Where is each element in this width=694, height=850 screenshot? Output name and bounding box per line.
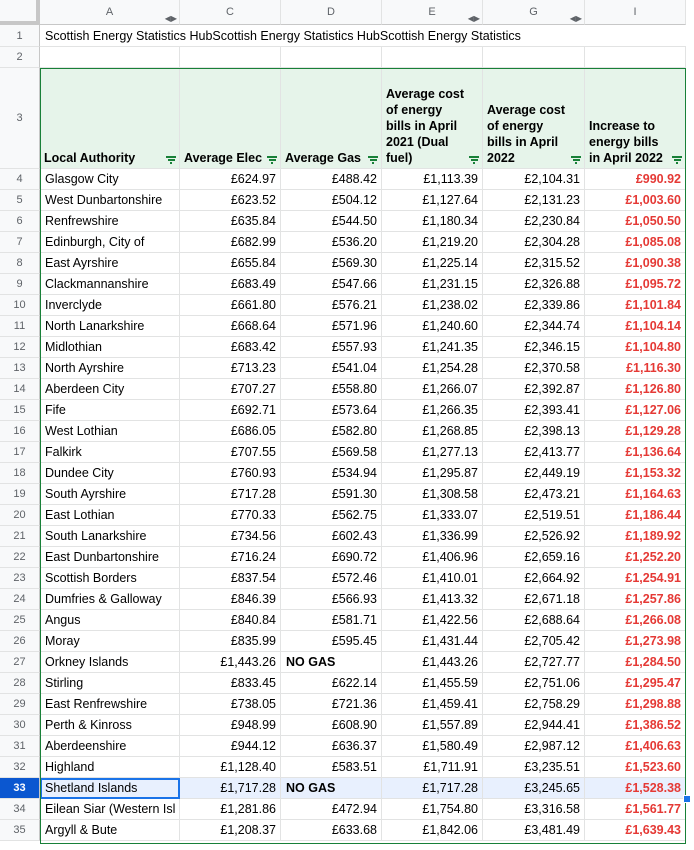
average-elec-cell[interactable]: £1,717.28: [180, 778, 281, 799]
table-row: [0, 463, 694, 484]
local-authority-cell[interactable]: Argyll & Bute: [40, 820, 180, 841]
cost-2022-cell[interactable]: £2,393.41: [483, 400, 585, 421]
row-number[interactable]: 14: [0, 379, 40, 400]
filter-icon[interactable]: [672, 156, 682, 164]
increase-cell[interactable]: £1,252.20: [585, 547, 686, 568]
cost-2021-cell[interactable]: £1,225.14: [382, 253, 483, 274]
average-gas-cell[interactable]: £591.30: [281, 484, 382, 505]
row-number[interactable]: 34: [0, 799, 40, 820]
table-row: [0, 442, 694, 463]
cost-2022-cell[interactable]: £2,326.88: [483, 274, 585, 295]
table-row: [0, 652, 694, 673]
cost-2022-cell[interactable]: £2,944.41: [483, 715, 585, 736]
cost-2022-cell[interactable]: £2,370.58: [483, 358, 585, 379]
increase-cell[interactable]: £1,528.38: [585, 778, 686, 799]
local-authority-cell[interactable]: Midlothian: [40, 337, 180, 358]
local-authority-cell[interactable]: West Lothian: [40, 421, 180, 442]
header-average-gas[interactable]: Average Gas: [281, 68, 382, 169]
row-number[interactable]: 22: [0, 547, 40, 568]
local-authority-cell[interactable]: North Ayrshire: [40, 358, 180, 379]
average-elec-cell[interactable]: £623.52: [180, 190, 281, 211]
row-number[interactable]: 6: [0, 211, 40, 232]
empty-row: [0, 47, 694, 68]
column-header-e[interactable]: E ◀▶: [382, 0, 483, 25]
row-number[interactable]: 4: [0, 169, 40, 190]
table-row: [0, 820, 694, 841]
row-number[interactable]: 30: [0, 715, 40, 736]
cost-2021-cell[interactable]: £1,268.85: [382, 421, 483, 442]
average-gas-cell[interactable]: £595.45: [281, 631, 382, 652]
cost-2022-cell[interactable]: £2,987.12: [483, 736, 585, 757]
increase-cell[interactable]: £1,295.47: [585, 673, 686, 694]
row-number[interactable]: 18: [0, 463, 40, 484]
average-elec-cell[interactable]: £655.84: [180, 253, 281, 274]
average-gas-cell[interactable]: £581.71: [281, 610, 382, 631]
row-number[interactable]: 8: [0, 253, 40, 274]
row-number[interactable]: 19: [0, 484, 40, 505]
column-header-g[interactable]: G ◀▶: [483, 0, 585, 25]
table-row: [0, 190, 694, 211]
increase-cell[interactable]: £1,090.38: [585, 253, 686, 274]
row-number[interactable]: 21: [0, 526, 40, 547]
local-authority-cell[interactable]: Edinburgh, City of: [40, 232, 180, 253]
row-number[interactable]: 3: [0, 68, 40, 169]
cost-2022-cell[interactable]: £2,230.84: [483, 211, 585, 232]
average-elec-cell[interactable]: £738.05: [180, 694, 281, 715]
increase-cell[interactable]: £1,254.91: [585, 568, 686, 589]
local-authority-cell[interactable]: East Dunbartonshire: [40, 547, 180, 568]
title-row: [0, 25, 694, 47]
average-gas-cell[interactable]: £571.96: [281, 316, 382, 337]
increase-cell[interactable]: £1,406.63: [585, 736, 686, 757]
local-authority-cell[interactable]: North Lanarkshire: [40, 316, 180, 337]
cost-2022-cell[interactable]: £2,519.51: [483, 505, 585, 526]
row-number[interactable]: 10: [0, 295, 40, 316]
increase-cell[interactable]: £1,164.63: [585, 484, 686, 505]
average-elec-cell[interactable]: £833.45: [180, 673, 281, 694]
average-gas-cell[interactable]: £576.21: [281, 295, 382, 316]
cost-2021-cell[interactable]: £1,406.96: [382, 547, 483, 568]
table-row: [0, 799, 694, 820]
average-elec-cell[interactable]: £846.39: [180, 589, 281, 610]
row-number[interactable]: 28: [0, 673, 40, 694]
average-elec-cell[interactable]: £707.55: [180, 442, 281, 463]
local-authority-cell[interactable]: South Ayrshire: [40, 484, 180, 505]
header-cost-2022[interactable]: Average cost of energy bills in April 2022: [483, 68, 585, 169]
average-gas-cell[interactable]: £557.93: [281, 337, 382, 358]
average-gas-cell[interactable]: NO GAS: [281, 652, 382, 673]
average-gas-cell[interactable]: £636.37: [281, 736, 382, 757]
cost-2021-cell[interactable]: £1,443.26: [382, 652, 483, 673]
cost-2022-cell[interactable]: £2,449.19: [483, 463, 585, 484]
row-number[interactable]: 7: [0, 232, 40, 253]
local-authority-cell[interactable]: Perth & Kinross: [40, 715, 180, 736]
average-elec-cell[interactable]: £668.64: [180, 316, 281, 337]
table-row: [0, 379, 694, 400]
table-row: [0, 358, 694, 379]
local-authority-cell[interactable]: South Lanarkshire: [40, 526, 180, 547]
average-gas-cell[interactable]: £534.94: [281, 463, 382, 484]
table-row: [0, 715, 694, 736]
cost-2021-cell[interactable]: £1,410.01: [382, 568, 483, 589]
cost-2021-cell[interactable]: £1,333.07: [382, 505, 483, 526]
column-header-a[interactable]: A ◀▶: [40, 0, 180, 25]
local-authority-cell[interactable]: Falkirk: [40, 442, 180, 463]
average-elec-cell[interactable]: £661.80: [180, 295, 281, 316]
table-row: [0, 757, 694, 778]
cost-2022-cell[interactable]: £2,413.77: [483, 442, 585, 463]
local-authority-cell[interactable]: Shetland Islands: [40, 778, 180, 799]
table-header-row: [0, 68, 694, 169]
cost-2021-cell[interactable]: £1,219.20: [382, 232, 483, 253]
header-average-elec[interactable]: Average Elec: [180, 68, 281, 169]
average-elec-cell[interactable]: £635.84: [180, 211, 281, 232]
average-elec-cell[interactable]: £1,128.40: [180, 757, 281, 778]
cost-2022-cell[interactable]: £2,526.92: [483, 526, 585, 547]
cost-2022-cell[interactable]: £2,131.23: [483, 190, 585, 211]
cost-2021-cell[interactable]: £1,413.32: [382, 589, 483, 610]
local-authority-cell[interactable]: Fife: [40, 400, 180, 421]
header-local-authority[interactable]: Local Authority: [40, 68, 180, 169]
average-elec-cell[interactable]: £840.84: [180, 610, 281, 631]
average-elec-cell[interactable]: £624.97: [180, 169, 281, 190]
average-elec-cell[interactable]: £716.24: [180, 547, 281, 568]
cost-2021-cell[interactable]: £1,231.15: [382, 274, 483, 295]
row-number[interactable]: 13: [0, 358, 40, 379]
increase-cell[interactable]: £1,153.32: [585, 463, 686, 484]
cost-2021-cell[interactable]: £1,113.39: [382, 169, 483, 190]
header-cost-2021[interactable]: Average cost of energy bills in April 2021 (Dual fuel): [382, 68, 483, 169]
cost-2022-cell[interactable]: £3,481.49: [483, 820, 585, 841]
row-number[interactable]: 32: [0, 757, 40, 778]
row-number[interactable]: 27: [0, 652, 40, 673]
cost-2021-cell[interactable]: £1,240.60: [382, 316, 483, 337]
local-authority-cell[interactable]: Angus: [40, 610, 180, 631]
cost-2022-cell[interactable]: £2,659.16: [483, 547, 585, 568]
local-authority-cell[interactable]: West Dunbartonshire: [40, 190, 180, 211]
local-authority-cell[interactable]: Aberdeen City: [40, 379, 180, 400]
cell[interactable]: [483, 47, 585, 68]
increase-cell[interactable]: £1,523.60: [585, 757, 686, 778]
cost-2022-cell[interactable]: £3,316.58: [483, 799, 585, 820]
row-number[interactable]: 16: [0, 421, 40, 442]
cost-2021-cell[interactable]: £1,241.35: [382, 337, 483, 358]
cost-2022-cell[interactable]: £2,339.86: [483, 295, 585, 316]
average-elec-cell[interactable]: £948.99: [180, 715, 281, 736]
cost-2022-cell[interactable]: £2,751.06: [483, 673, 585, 694]
table-row: [0, 274, 694, 295]
average-gas-cell[interactable]: £572.46: [281, 568, 382, 589]
average-gas-cell[interactable]: £573.64: [281, 400, 382, 421]
local-authority-cell[interactable]: East Ayrshire: [40, 253, 180, 274]
table-row: [0, 232, 694, 253]
row-number[interactable]: 2: [0, 47, 40, 68]
cost-2022-cell[interactable]: £2,392.87: [483, 379, 585, 400]
increase-cell[interactable]: £1,104.80: [585, 337, 686, 358]
local-authority-cell[interactable]: Orkney Islands: [40, 652, 180, 673]
local-authority-cell[interactable]: Aberdeenshire: [40, 736, 180, 757]
cost-2022-cell[interactable]: £3,235.51: [483, 757, 585, 778]
row-number[interactable]: 20: [0, 505, 40, 526]
average-elec-cell[interactable]: £686.05: [180, 421, 281, 442]
average-gas-cell[interactable]: £690.72: [281, 547, 382, 568]
increase-cell[interactable]: £1,273.98: [585, 631, 686, 652]
average-gas-cell[interactable]: £558.80: [281, 379, 382, 400]
column-header-i[interactable]: I: [585, 0, 686, 25]
filter-icon[interactable]: [469, 156, 479, 164]
local-authority-cell[interactable]: Dumfries & Galloway: [40, 589, 180, 610]
cost-2022-cell[interactable]: £2,473.21: [483, 484, 585, 505]
increase-cell[interactable]: £1,136.64: [585, 442, 686, 463]
cost-2022-cell[interactable]: £2,671.18: [483, 589, 585, 610]
row-number[interactable]: 33: [0, 778, 40, 799]
title-cell[interactable]: Scottish Energy Statistics HubScottish Energy Statistics HubScottish Energy Statistics: [40, 25, 686, 47]
increase-cell[interactable]: £1,126.80: [585, 379, 686, 400]
increase-cell[interactable]: £1,386.52: [585, 715, 686, 736]
cell[interactable]: [382, 47, 483, 68]
average-gas-cell[interactable]: £583.51: [281, 757, 382, 778]
increase-cell[interactable]: £990.92: [585, 169, 686, 190]
increase-cell[interactable]: £1,257.86: [585, 589, 686, 610]
average-elec-cell[interactable]: £1,281.86: [180, 799, 281, 820]
cost-2022-cell[interactable]: £2,398.13: [483, 421, 585, 442]
average-gas-cell[interactable]: £622.14: [281, 673, 382, 694]
cost-2021-cell[interactable]: £1,431.44: [382, 631, 483, 652]
cost-2022-cell[interactable]: £2,315.52: [483, 253, 585, 274]
local-authority-cell[interactable]: Renfrewshire: [40, 211, 180, 232]
expand-hidden-columns-icon[interactable]: ◀▶: [467, 14, 480, 23]
cost-2022-cell[interactable]: £2,104.31: [483, 169, 585, 190]
increase-cell[interactable]: £1,129.28: [585, 421, 686, 442]
table-row: [0, 610, 694, 631]
row-number[interactable]: 25: [0, 610, 40, 631]
select-all-corner[interactable]: [0, 0, 40, 25]
increase-cell[interactable]: £1,266.08: [585, 610, 686, 631]
increase-cell[interactable]: £1,085.08: [585, 232, 686, 253]
table-row: [0, 694, 694, 715]
row-number[interactable]: 26: [0, 631, 40, 652]
average-gas-cell[interactable]: £721.36: [281, 694, 382, 715]
row-number[interactable]: 31: [0, 736, 40, 757]
average-gas-cell[interactable]: £608.90: [281, 715, 382, 736]
table-row: [0, 526, 694, 547]
row-number[interactable]: 1: [0, 25, 40, 47]
table-row: [0, 337, 694, 358]
column-header-row: [0, 0, 694, 25]
cell[interactable]: [180, 47, 281, 68]
average-gas-cell[interactable]: £569.58: [281, 442, 382, 463]
local-authority-cell[interactable]: Glasgow City: [40, 169, 180, 190]
table-row: [0, 484, 694, 505]
cost-2022-cell[interactable]: £2,688.64: [483, 610, 585, 631]
average-elec-cell[interactable]: £683.42: [180, 337, 281, 358]
average-elec-cell[interactable]: £713.23: [180, 358, 281, 379]
average-gas-cell[interactable]: £544.50: [281, 211, 382, 232]
table-row: [0, 568, 694, 589]
increase-cell[interactable]: £1,104.14: [585, 316, 686, 337]
local-authority-cell[interactable]: Inverclyde: [40, 295, 180, 316]
filter-icon[interactable]: [571, 156, 581, 164]
increase-cell[interactable]: £1,101.84: [585, 295, 686, 316]
cost-2021-cell[interactable]: £1,295.87: [382, 463, 483, 484]
table-row: [0, 169, 694, 190]
cost-2022-cell[interactable]: £2,346.15: [483, 337, 585, 358]
row-number[interactable]: 11: [0, 316, 40, 337]
cost-2021-cell[interactable]: £1,754.80: [382, 799, 483, 820]
increase-cell[interactable]: £1,050.50: [585, 211, 686, 232]
cost-2021-cell[interactable]: £1,336.99: [382, 526, 483, 547]
average-gas-cell[interactable]: £536.20: [281, 232, 382, 253]
column-header-c[interactable]: C: [180, 0, 281, 25]
average-elec-cell[interactable]: £944.12: [180, 736, 281, 757]
average-elec-cell[interactable]: £770.33: [180, 505, 281, 526]
cost-2022-cell[interactable]: £2,304.28: [483, 232, 585, 253]
cost-2021-cell[interactable]: £1,238.02: [382, 295, 483, 316]
table-row: [0, 778, 694, 799]
local-authority-cell[interactable]: Eilean Siar (Western Isl: [40, 799, 180, 820]
local-authority-cell[interactable]: Scottish Borders: [40, 568, 180, 589]
increase-cell[interactable]: £1,561.77: [585, 799, 686, 820]
cost-2021-cell[interactable]: £1,308.58: [382, 484, 483, 505]
cost-2021-cell[interactable]: £1,422.56: [382, 610, 483, 631]
cost-2021-cell[interactable]: £1,180.34: [382, 211, 483, 232]
average-gas-cell[interactable]: £547.66: [281, 274, 382, 295]
cost-2021-cell[interactable]: £1,580.49: [382, 736, 483, 757]
average-gas-cell[interactable]: £504.12: [281, 190, 382, 211]
fill-handle[interactable]: [683, 795, 691, 803]
row-number[interactable]: 24: [0, 589, 40, 610]
cell[interactable]: [40, 47, 180, 68]
cost-2021-cell[interactable]: £1,266.07: [382, 379, 483, 400]
cost-2021-cell[interactable]: £1,842.06: [382, 820, 483, 841]
cost-2021-cell[interactable]: £1,127.64: [382, 190, 483, 211]
average-elec-cell[interactable]: £682.99: [180, 232, 281, 253]
table-row: [0, 421, 694, 442]
local-authority-cell[interactable]: Highland: [40, 757, 180, 778]
average-gas-cell[interactable]: £569.30: [281, 253, 382, 274]
row-number[interactable]: 9: [0, 274, 40, 295]
cost-2022-cell[interactable]: £2,705.42: [483, 631, 585, 652]
table-row: [0, 253, 694, 274]
table-row: [0, 400, 694, 421]
table-row: [0, 673, 694, 694]
average-elec-cell[interactable]: £717.28: [180, 484, 281, 505]
expand-hidden-columns-icon[interactable]: ◀▶: [164, 14, 177, 23]
average-gas-cell[interactable]: NO GAS: [281, 778, 382, 799]
row-number[interactable]: 12: [0, 337, 40, 358]
average-elec-cell[interactable]: £835.99: [180, 631, 281, 652]
average-elec-cell[interactable]: £837.54: [180, 568, 281, 589]
table-row: [0, 316, 694, 337]
average-gas-cell[interactable]: £541.04: [281, 358, 382, 379]
average-gas-cell[interactable]: £472.94: [281, 799, 382, 820]
average-gas-cell[interactable]: £633.68: [281, 820, 382, 841]
expand-hidden-columns-icon[interactable]: ◀▶: [569, 14, 582, 23]
cost-2021-cell[interactable]: £1,266.35: [382, 400, 483, 421]
table-row: [0, 589, 694, 610]
row-number[interactable]: 5: [0, 190, 40, 211]
row-number[interactable]: 17: [0, 442, 40, 463]
average-elec-cell[interactable]: £734.56: [180, 526, 281, 547]
cost-2021-cell[interactable]: £1,455.59: [382, 673, 483, 694]
cost-2021-cell[interactable]: £1,717.28: [382, 778, 483, 799]
average-elec-cell[interactable]: £1,443.26: [180, 652, 281, 673]
row-number[interactable]: 23: [0, 568, 40, 589]
cost-2021-cell[interactable]: £1,277.13: [382, 442, 483, 463]
row-number[interactable]: 29: [0, 694, 40, 715]
cost-2021-cell[interactable]: £1,459.41: [382, 694, 483, 715]
local-authority-cell[interactable]: Clackmannanshire: [40, 274, 180, 295]
row-number[interactable]: 35: [0, 820, 40, 841]
table-row: [0, 736, 694, 757]
cost-2022-cell[interactable]: £3,245.65: [483, 778, 585, 799]
increase-cell[interactable]: £1,127.06: [585, 400, 686, 421]
cell[interactable]: [281, 47, 382, 68]
increase-cell[interactable]: £1,284.50: [585, 652, 686, 673]
average-gas-cell[interactable]: £602.43: [281, 526, 382, 547]
average-elec-cell[interactable]: £692.71: [180, 400, 281, 421]
cost-2021-cell[interactable]: £1,254.28: [382, 358, 483, 379]
cost-2021-cell[interactable]: £1,711.91: [382, 757, 483, 778]
increase-cell[interactable]: £1,095.72: [585, 274, 686, 295]
average-gas-cell[interactable]: £582.80: [281, 421, 382, 442]
local-authority-cell[interactable]: Dundee City: [40, 463, 180, 484]
local-authority-cell[interactable]: East Lothian: [40, 505, 180, 526]
header-increase-2022[interactable]: Increase to energy bills in April 2022: [585, 68, 686, 169]
average-gas-cell[interactable]: £566.93: [281, 589, 382, 610]
cost-2022-cell[interactable]: £2,664.92: [483, 568, 585, 589]
table-row: [0, 547, 694, 568]
column-header-d[interactable]: D: [281, 0, 382, 25]
average-elec-cell[interactable]: £707.27: [180, 379, 281, 400]
table-row: [0, 505, 694, 526]
cost-2021-cell[interactable]: £1,557.89: [382, 715, 483, 736]
increase-cell[interactable]: £1,298.88: [585, 694, 686, 715]
increase-cell[interactable]: £1,639.43: [585, 820, 686, 841]
filter-icon[interactable]: [368, 156, 378, 164]
increase-cell[interactable]: £1,186.44: [585, 505, 686, 526]
cost-2022-cell[interactable]: £2,758.29: [483, 694, 585, 715]
table-row: [0, 295, 694, 316]
increase-cell[interactable]: £1,189.92: [585, 526, 686, 547]
cell[interactable]: [585, 47, 686, 68]
average-elec-cell[interactable]: £760.93: [180, 463, 281, 484]
average-gas-cell[interactable]: £488.42: [281, 169, 382, 190]
average-elec-cell[interactable]: £1,208.37: [180, 820, 281, 841]
increase-cell[interactable]: £1,003.60: [585, 190, 686, 211]
filter-icon[interactable]: [267, 156, 277, 164]
local-authority-cell[interactable]: East Renfrewshire: [40, 694, 180, 715]
average-gas-cell[interactable]: £562.75: [281, 505, 382, 526]
cost-2022-cell[interactable]: £2,727.77: [483, 652, 585, 673]
row-number[interactable]: 15: [0, 400, 40, 421]
local-authority-cell[interactable]: Stirling: [40, 673, 180, 694]
local-authority-cell[interactable]: Moray: [40, 631, 180, 652]
average-elec-cell[interactable]: £683.49: [180, 274, 281, 295]
cost-2022-cell[interactable]: £2,344.74: [483, 316, 585, 337]
filter-icon[interactable]: [166, 156, 176, 164]
table-row: [0, 631, 694, 652]
table-row: [0, 211, 694, 232]
increase-cell[interactable]: £1,116.30: [585, 358, 686, 379]
